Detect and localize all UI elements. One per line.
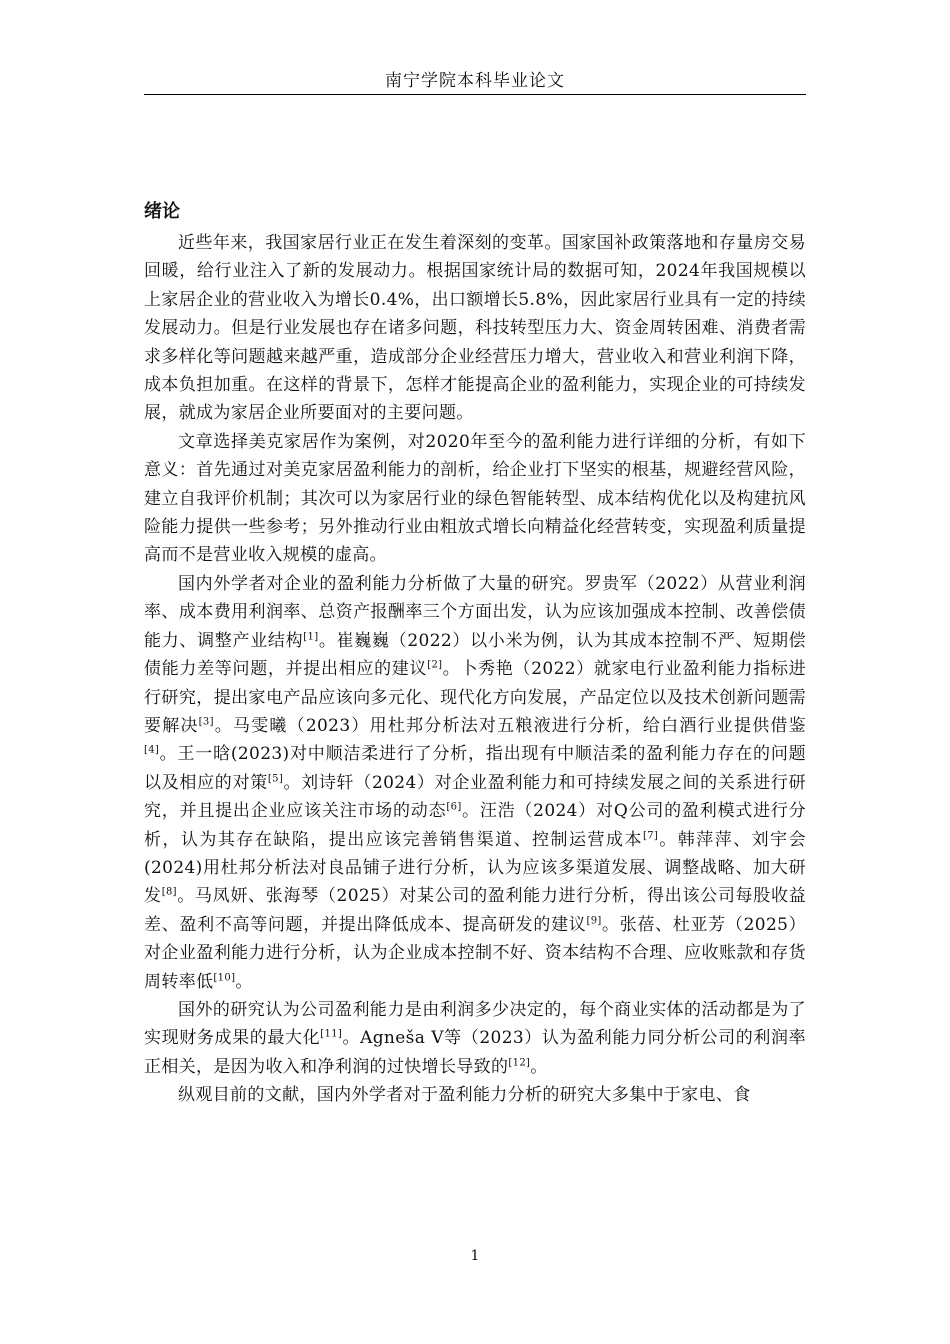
citation-marker: [6]	[446, 801, 462, 813]
paragraph-text: 。卜秀艳（2022）就家电行业盈利能力指标进行研究，提出家电产品应该向多元化、现代化方向发展，产品定位以及技术创新问题需要解决	[144, 659, 806, 736]
paragraph-text: 纵观目前的文献，国内外学者对于盈利能力分析的研究大多集中于家电、食	[178, 1085, 751, 1106]
citation-marker: [10]	[213, 971, 236, 983]
paragraph	[144, 570, 806, 996]
paragraph	[144, 428, 806, 570]
citation-marker: [5]	[267, 773, 284, 785]
citation-marker: [4]	[144, 744, 160, 756]
paragraph-text: 。刘诗轩（2024）对企业盈利能力和可持续发展之间的关系进行研究，并且提出企业应该关注市场的动态	[144, 772, 806, 822]
paragraph	[144, 1081, 806, 1109]
paragraph-text: 文章选择美克家居作为案例，对2020年至今的盈利能力进行详细的分析，有如下意义：首先通过对美克家居盈利能力的剖析，给企业打下坚实的根基，规避经营风险，建立自我评价机制；其次可以为家居行业的绿色智能转型、成本结构优化以及构建抗风险能力提供一些参考；另外推动行业由粗放式增长向精益化经营转变，实现盈利质量提高而不是营业收入规模的虚高。	[144, 431, 806, 566]
paragraph-text: 。马凤妍、张海琴（2025）对某公司的盈利能力进行分析，得出该公司每股收益差、盈利不高等问题，并提出降低成本、提高研发的建议	[144, 886, 806, 935]
paragraph-text: 。汪浩（2024）对Q公司的盈利模式进行分析，认为其存在缺陷，提出应该完善销售渠道、控制运营成本	[144, 801, 806, 850]
page-number: 1	[470, 1248, 480, 1264]
page-header-title: 南宁学院本科毕业论文	[385, 71, 565, 91]
paragraph-text: 。崔巍巍（2022）以小米为例，认为其成本控制不严、短期偿债能力差等问题，并提出相应的建议	[144, 630, 806, 680]
header-divider	[144, 94, 806, 95]
body-text	[144, 229, 806, 1110]
paragraph-text: 。王一晗(2023)对中顺洁柔进行了分析，指出现有中顺洁柔的盈利能力存在的问题以及相应的对策	[144, 744, 806, 793]
citation-marker: [12]	[508, 1057, 531, 1069]
citation-marker: [2]	[427, 659, 443, 671]
paragraph-text: 。张蓓、杜亚芳（2025）对企业盈利能力进行分析，认为企业成本控制不好、资本结构不合理、应收账款和存货周转率低	[144, 914, 806, 992]
citation-marker: [11]	[320, 1028, 343, 1040]
paragraph	[144, 996, 806, 1081]
paragraph-text: 。	[235, 971, 253, 992]
section-heading: 绪论	[144, 201, 180, 222]
paragraph-text: 。马雯曦（2023）用杜邦分析法对五粮液进行分析，给白酒行业提供借鉴	[213, 715, 806, 736]
citation-marker: [9]	[586, 915, 602, 927]
citation-marker: [3]	[198, 716, 214, 728]
paragraph	[144, 229, 806, 428]
citation-marker: [8]	[161, 886, 177, 898]
paragraph-text: 国内外学者对企业的盈利能力分析做了大量的研究。罗贵军（2022）从营业利润率、成本费用利润率、总资产报酬率三个方面出发，认为应该加强成本控制、改善偿债能力、调整产业结构	[144, 573, 806, 651]
paragraph-text: 近些年来，我国家居行业正在发生着深刻的变革。国家国补政策落地和存量房交易回暖，给行业注入了新的发展动力。根据国家统计局的数据可知，2024年我国规模以上家居企业的营业收入为增长0.4%，出口额增长5.8%，因此家居行业具有一定的持续发展动力。但是行业发展也存在诸多问题，科技转型压力大、资金周转困难、消费者需求多样化等问题越来越严重，造成部分企业经营压力增大，营业收入和营业利润下降，成本负担加重。在这样的背景下，怎样才能提高企业的盈利能力，实现企业的可持续发展，就成为家居企业所要面对的主要问题。	[144, 233, 806, 424]
paragraph-text: 国外的研究认为公司盈利能力是由利润多少决定的，每个商业实体的活动都是为了实现财务成果的最大化	[144, 999, 806, 1049]
paragraph-text: 。韩萍萍、刘宇会(2024)用杜邦分析法对良品铺子进行分析，认为应该多渠道发展、调整战略、加大研发	[144, 829, 806, 907]
citation-marker: [1]	[303, 631, 319, 643]
paragraph-text: 。	[530, 1056, 548, 1077]
citation-marker: [7]	[642, 829, 659, 841]
paragraph-text: 。Agneša V等（2023）认为盈利能力同分析公司的利润率正相关，是因为收入和净利润的过快增长导致的	[144, 1028, 806, 1077]
